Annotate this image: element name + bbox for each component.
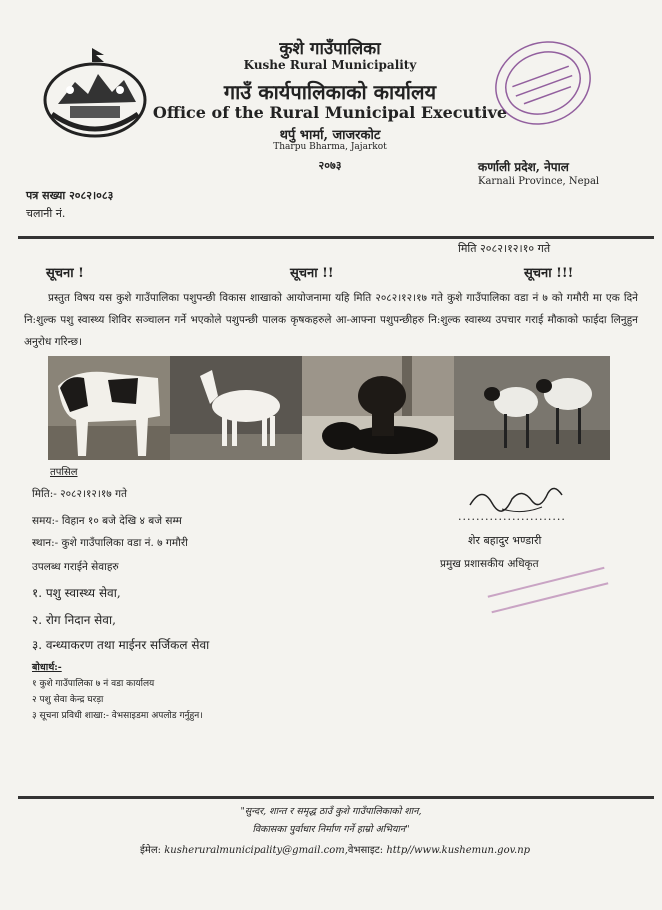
municipality-name-en: Kushe Rural Municipality xyxy=(243,58,417,72)
footer-contact xyxy=(140,842,530,856)
cc-heading: बोधार्थ:- xyxy=(32,662,62,673)
footer-slogan-line1: "सुन्दर, शान्त र समृद्ध ठाउँ कुशे गाउँपालिकाको शान, xyxy=(240,806,422,817)
signature-line: ........................ xyxy=(458,510,566,523)
dispatch-number: चलानी नं. xyxy=(26,207,66,220)
cow-photo xyxy=(48,356,170,460)
nepal-emblem-icon xyxy=(40,44,150,142)
sheep-photo xyxy=(454,356,610,460)
notice-heading-center: सूचना !! xyxy=(290,266,334,281)
office-name-np: गाउँ कार्यपालिकाको कार्यालय xyxy=(223,80,437,104)
established-year: २०७३ xyxy=(318,159,342,172)
website-label: वेभसाइट: xyxy=(347,845,384,856)
notice-heading-left: सूचना ! xyxy=(46,266,84,281)
goat-photo xyxy=(170,356,302,460)
cc-item: १ कुशे गाउँपालिका ७ नं वडा कार्यालय xyxy=(32,679,155,689)
address-np: थर्पु भार्मा, जाजरकोट xyxy=(279,128,381,143)
officer-stamp-icon xyxy=(478,560,618,620)
municipality-name-np: कुशे गाउँपालिका xyxy=(279,39,381,59)
signatory-title: प्रमुख प्रशासकीय अधिकृत xyxy=(440,558,539,570)
email-address: kusheruralmunicipality@gmail.com, xyxy=(164,845,348,856)
footer-slogan-line2: विकासका पुर्वाधार निर्माण गर्ने हाम्रो अभियान" xyxy=(252,824,410,835)
cc-item: ३ सूचना प्रविधी शाखा:- वेभसाइडमा अपलोड गर्नुहुन। xyxy=(32,711,203,721)
office-stamp-icon xyxy=(488,28,598,138)
service-item: २. रोग निदान सेवा, xyxy=(32,613,116,627)
footer-divider xyxy=(18,796,654,799)
province-np: कर्णाली प्रदेश, नेपाल xyxy=(478,160,569,174)
letter-date: मिति २०८२।१२।१० गते xyxy=(458,242,551,255)
event-date: मिति:- २०८२।१२।१७ गते xyxy=(32,488,127,500)
reference-number: पत्र सख्या २०८२।०८३ xyxy=(26,189,114,202)
address-en: Tharpu Bharma, Jajarkot xyxy=(273,142,387,152)
notice-body: प्रस्तुत विषय यस कुशे गाउँपालिका पशुपन्छी विकास शाखाको आयोजनामा यहि मिति २०८२।१२।१७ गते कुशे गाउँपालिका वडा नं ७ को गमौरी मा एक दिने नि:शुल्क पशु स्वास्थ्य शिविर सञ्चालन गर्ने भएकोले पशुपन्छी पालक कृषकहरुले आ-आफ्ना पशुपन्छीहरु नि:शुल्क स्वास्थ्य उपचार गराई मौकाको फाईदा लिनुहुन अनुरोध गरिन्छ। xyxy=(24,292,638,348)
notice-heading-right: सूचना !!! xyxy=(524,266,574,281)
service-item: १. पशु स्वास्थ्य सेवा, xyxy=(32,586,121,600)
services-heading: उपलब्ध गराईने सेवाहरु xyxy=(32,561,119,573)
details-heading: तपसिल xyxy=(50,467,78,478)
event-place: स्थान:- कुशे गाउँपालिका वडा नं. ७ गमौरी xyxy=(32,537,188,549)
service-item: ३. वन्ध्याकरण तथा माईनर सर्जिकल सेवा xyxy=(32,638,210,652)
province-en: Karnali Province, Nepal xyxy=(478,176,600,187)
signatory-name: शेर बहादुर भण्डारी xyxy=(468,534,542,547)
email-label: ईमेल: xyxy=(140,845,162,856)
event-time: समय:- विहान १० बजे देखि ४ बजे सम्म xyxy=(32,515,182,527)
header-divider xyxy=(18,236,654,239)
cc-item: २ पशु सेवा केन्द्र घरड़ा xyxy=(32,695,104,705)
website-url: http//www.kushemun.gov.np xyxy=(386,845,531,856)
office-name-en: Office of the Rural Municipal Executive xyxy=(152,103,508,122)
dog-photo xyxy=(302,356,454,460)
